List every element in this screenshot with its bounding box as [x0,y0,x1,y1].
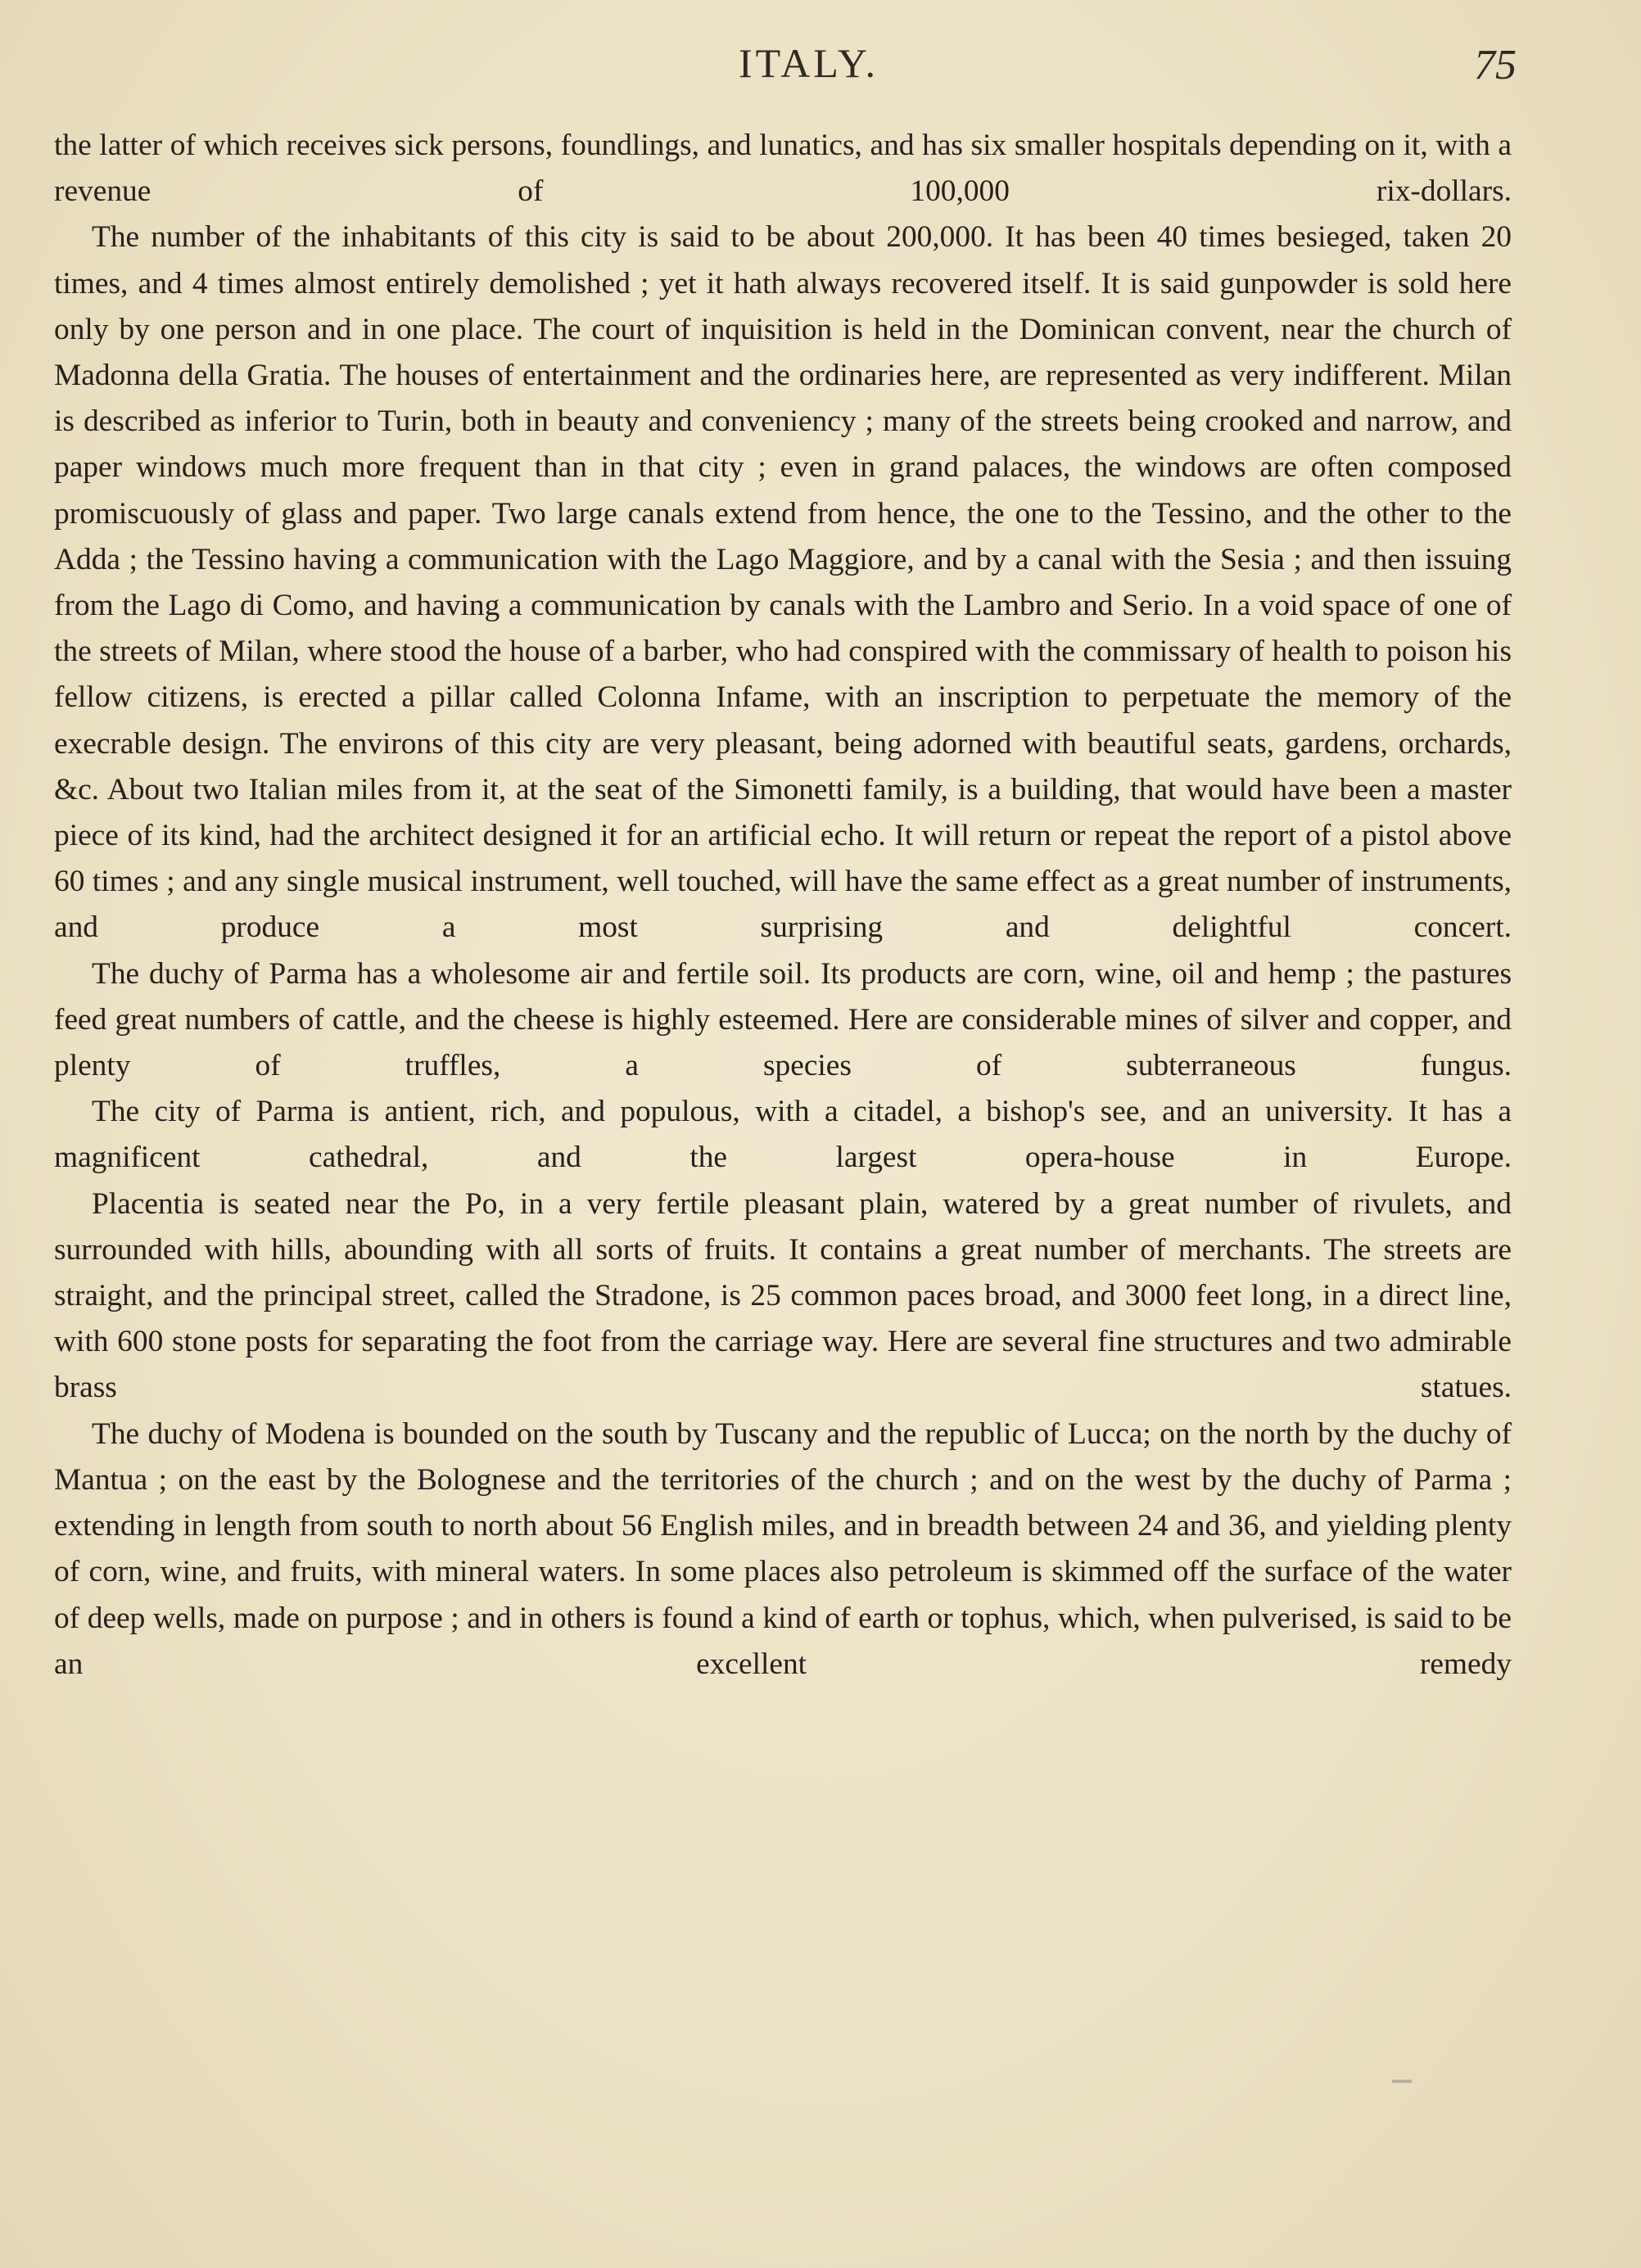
paragraph-placentia: Placentia is seated near the Po, in a very fertile pleasant plain, watered by a great number of rivulets, and surrounded with hills, abounding with all sorts of fruits. It contains a great number of merchants. The streets are straight, and the principal street, called the Stradone, is 25 common paces broad, and 3000 feet long, in a direct line, with 600 stone posts for separating the foot from the carriage way. Here are several fine structures and two admirable brass statues. [54,1186,1512,1405]
page-header [0,39,1641,97]
paragraph-parma-city: The city of Parma is antient, rich, and populous, with a citadel, a bishop's see, and an university. It has a magnificent cathedral, and the largest opera-house in Europe. [54,1095,1512,1175]
ink-mark [1392,2080,1412,2083]
running-title: ITALY. [739,40,879,86]
paragraph-continuation: the latter of which receives sick persons, foundlings, and lunatics, and has six smaller hospitals depending on it, with a revenue of 100,000 rix-dollars. [54,129,1512,209]
page-number: 75 [1474,42,1517,88]
body-text [54,123,1512,1687]
paragraph-parma-duchy: The duchy of Parma has a wholesome air and fertile soil. Its products are corn, wine, oil and hemp ; the pastures feed great numbers of cattle, and the cheese is highly esteemed. Here are considerable mines of silver and copper, and plenty of truffles, a species of subterraneous fungus. [54,956,1512,1083]
paragraph-milan: The number of the inhabitants of this city is said to be about 200,000. It has been 40 times besieged, taken 20 times, and 4 times almost entirely demolished ; yet it hath always recovered itself. It is said gunpowder is sold here only by one person and in one place. The court of inquisition is held in the Dominican convent, near the church of Madonna della Gratia. The houses of entertainment and the ordinaries here, are represented as very indifferent. Milan is described as inferior to Turin, both in beauty and conveniency ; many of the streets being crooked and narrow, and paper windows much more frequent than in that city ; even in grand palaces, the windows are often composed promiscuously of glass and paper. Two large canals extend from hence, the one to the Tessino, and the other to the Adda ; the Tessino having a communication with the Lago Maggiore, and by a canal with the Sesia ; and then issuing from the Lago di Como, and having a communication by canals with the Lambro and Serio. In a void space of one of the streets of Milan, where stood the house of a barber, who had conspired with the commissary of health to poison his fellow citizens, is erected a pillar called Colonna Infame, with an inscription to perpetuate the memory of the execrable design. The environs of this city are very pleasant, being adorned with beautiful seats, gardens, orchards, &c. About two Italian miles from it, at the seat of the Simonetti family, is a building, that would have been a master piece of its kind, had the architect designed it for an artificial echo. It will return or repeat the report of a pistol above 60 times ; and any single musical instrument, well touched, will have the same effect as a great number of instruments, and produce a most surprising and delightful concert. [54,220,1512,945]
paragraph-modena: The duchy of Modena is bounded on the south by Tuscany and the republic of Lucca; on the north by the duchy of Mantua ; on the east by the Bolognese and the territories of the church ; and on the west by the duchy of Parma ; extending in length from south to north about 56 English miles, and in breadth between 24 and 36, and yielding plenty of corn, wine, and fruits, with mineral waters. In some places also petroleum is skimmed off the surface of the water of deep wells, made on purpose ; and in others is found a kind of earth or tophus, which, when pulverised, is said to be an excellent remedy [54,1416,1512,1681]
